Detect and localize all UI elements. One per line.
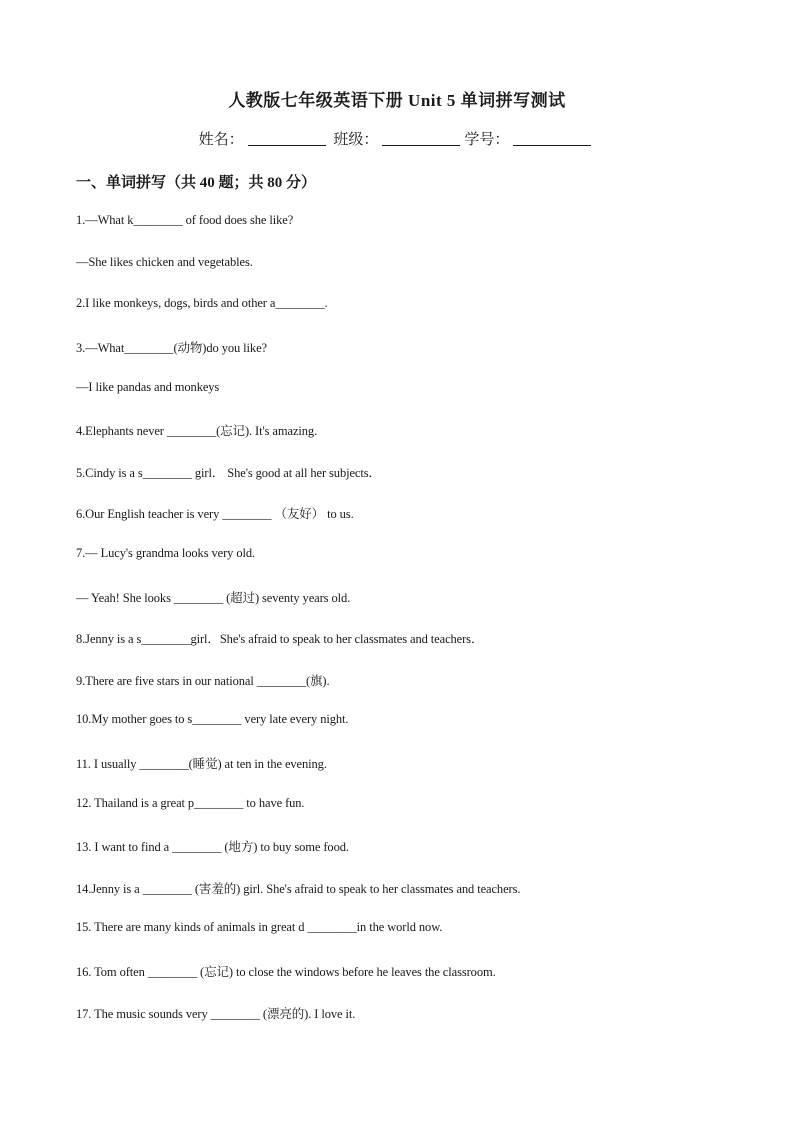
question-line: 10.My mother goes to s________ very late every night. [76, 712, 349, 726]
question-line: 12. Thailand is a great p________ to have fun. [76, 796, 305, 810]
question-line: 2.I like monkeys, dogs, birds and other a________. [76, 296, 328, 310]
question-line: 1.—What k________ of food does she like? [76, 213, 294, 227]
question-line: 3.—What________(动物)do you like? [76, 341, 267, 355]
question-line: 9.There are five stars in our national ________(旗). [76, 674, 330, 688]
name-blank[interactable] [248, 131, 326, 146]
question-line: 14.Jenny is a ________ (害羞的) girl. She's afraid to speak to her classmates and teachers. [76, 882, 521, 896]
page-title: 人教版七年级英语下册 Unit 5 单词拼写测试 [228, 91, 566, 110]
question-line: 15. There are many kinds of animals in great d ________in the world now. [76, 920, 443, 934]
question-line: 6.Our English teacher is very ________ （友好） to us. [76, 507, 354, 521]
student-info-row [0, 128, 794, 149]
question-line: 13. I want to find a ________ (地方) to buy some food. [76, 840, 349, 854]
class-label: 班级： [333, 132, 379, 148]
question-line: 4.Elephants never ________(忘记). It's amazing. [76, 424, 318, 438]
question-line: 7.— Lucy's grandma looks very old. [76, 546, 256, 560]
question-line: 17. The music sounds very ________ (漂亮的). I love it. [76, 1007, 356, 1021]
question-line: 11. I usually ________(睡觉) at ten in the evening. [76, 757, 327, 771]
id-blank[interactable] [513, 131, 591, 146]
section-heading: 一、单词拼写（共 40 题；共 80 分） [76, 175, 317, 191]
id-label: 学号： [464, 132, 510, 148]
question-line: — Yeah! She looks ________ (超过) seventy years old. [76, 591, 351, 605]
question-line: —I like pandas and monkeys [76, 380, 220, 394]
name-label: 姓名： [198, 132, 244, 148]
question-line: 5.Cindy is a s________ girl． She's good at all her subjects． [76, 466, 381, 480]
question-line: 8.Jenny is a s________girl．She's afraid to speak to her classmates and teachers． [76, 632, 484, 646]
question-line: 16. Tom often ________ (忘记) to close the windows before he leaves the classroom. [76, 965, 496, 979]
question-line: —She likes chicken and vegetables. [76, 255, 253, 269]
class-blank[interactable] [382, 131, 460, 146]
